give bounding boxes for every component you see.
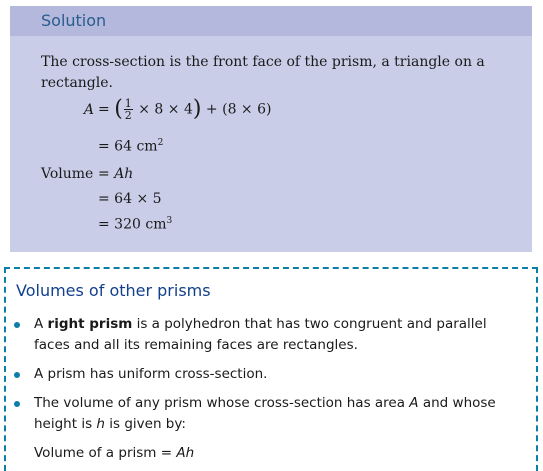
area-result: = 64 $cm^2$ <box>98 138 164 155</box>
rectangle-term: + (8 × 6) <box>205 101 272 118</box>
key-points-title: Volumes of other prisms <box>16 281 211 300</box>
triangle-term: × 8 × 4 <box>138 101 193 118</box>
solution-header <box>10 6 532 36</box>
bullet-dot-icon <box>14 372 20 378</box>
volume-step-2: = 320 $cm^3$ <box>98 216 173 233</box>
volume-step-1: = 64 × 5 <box>98 191 162 207</box>
solution-title: Solution <box>41 11 107 30</box>
solution-panel: Solution The cross-section is the front face of the prism, a triangle on a rectangle. A = ( $\frac{1}{2}$ × 8 × 4) + (8 × 6) = 64 $cm^2$ Volume = Ah = 64 × 5 = 320 $cm^3$ <box>10 6 532 252</box>
volume-equation: = Ah <box>98 166 134 182</box>
key-points-box: Volumes of other prisms A right prism is a polyhedron that has two congruent and parallel faces and all its remaining faces are rectangles. A prism has uniform cross-section. The volume of any prism whose cross-section has area A and whose height is h is given by: Volume of a prism = Ah <box>4 267 538 471</box>
half-fraction: $\frac{1}{2}$ <box>124 97 132 122</box>
volume-label: Volume <box>41 166 94 182</box>
bullet-dot-icon <box>14 401 20 407</box>
area-symbol: A <box>83 102 94 118</box>
equals-sign: = <box>98 101 110 118</box>
term-right-prism: right prism <box>47 316 133 332</box>
bullet-dot-icon <box>14 322 20 328</box>
volume-formula: Volume of a prism = Ah <box>34 445 195 461</box>
solution-intro: The cross-section is the front face of the prism, a triangle on a rectangle. <box>41 54 485 91</box>
